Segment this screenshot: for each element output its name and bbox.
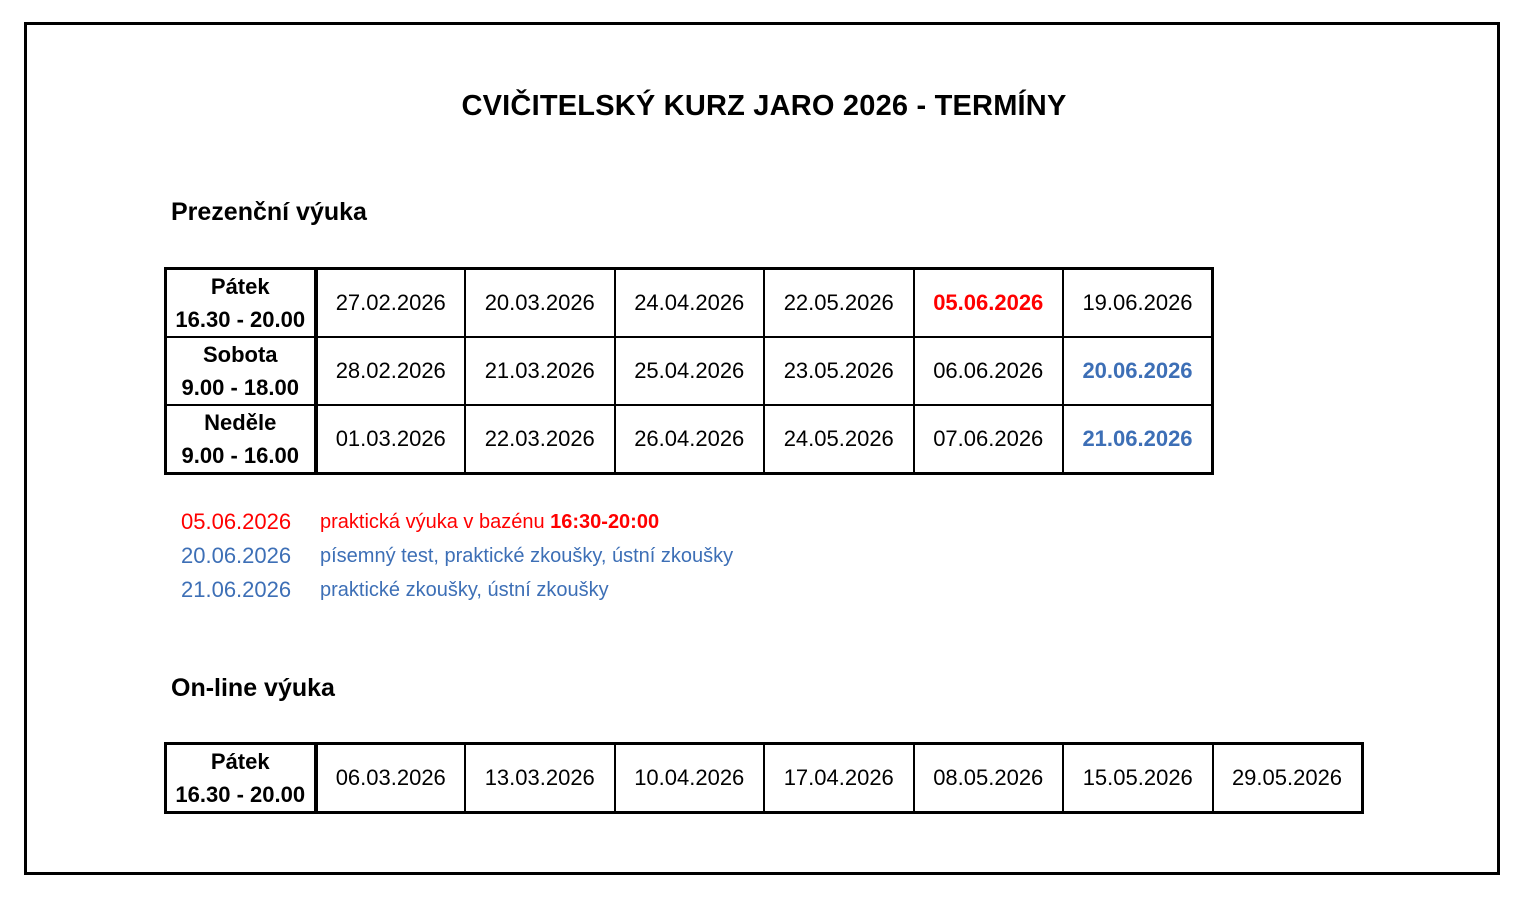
date-cell: 08.05.2026 <box>914 744 1064 813</box>
day-label: Sobota <box>202 342 278 367</box>
schedule-table-presencni <box>164 267 1214 475</box>
legend-time: 16:30-20:00 <box>550 510 660 533</box>
day-cell <box>166 269 316 338</box>
date-cell: 25.04.2026 <box>615 337 765 405</box>
date-cell: 07.06.2026 <box>914 405 1064 474</box>
table-row <box>166 744 1363 813</box>
date-cell: 10.04.2026 <box>615 744 765 813</box>
table-row <box>166 405 1213 474</box>
page-title: CVIČITELSKÝ KURZ JARO 2026 - TERMÍNY <box>461 90 1067 122</box>
date-cell: 17.04.2026 <box>764 744 914 813</box>
legend-text: praktická výuka v bazénu <box>320 510 551 533</box>
day-label: Neděle <box>204 410 277 435</box>
schedule-table-online <box>164 742 1364 814</box>
day-cell <box>166 744 316 813</box>
date-cell: 06.06.2026 <box>914 337 1064 405</box>
legend-date: 05.06.2026 <box>181 509 292 534</box>
date-cell-highlight-blue: 21.06.2026 <box>1063 405 1213 474</box>
date-cell: 24.04.2026 <box>615 269 765 338</box>
section-heading-presencni: Prezenční výuka <box>171 198 367 226</box>
date-cell: 01.03.2026 <box>316 405 466 474</box>
legend-item <box>181 573 733 607</box>
date-cell: 15.05.2026 <box>1063 744 1213 813</box>
date-cell: 24.05.2026 <box>764 405 914 474</box>
day-cell <box>166 337 316 405</box>
legend-item <box>181 505 733 539</box>
date-cell: 29.05.2026 <box>1213 744 1363 813</box>
legend-date: 20.06.2026 <box>181 543 292 568</box>
day-label: Pátek <box>210 274 270 299</box>
date-cell: 22.03.2026 <box>465 405 615 474</box>
table-row <box>166 337 1213 405</box>
legend-date: 21.06.2026 <box>181 577 292 602</box>
time-label: 16.30 - 20.00 <box>175 307 306 332</box>
section-heading-online: On-line výuka <box>171 674 335 702</box>
table-row <box>166 269 1213 338</box>
date-cell: 06.03.2026 <box>316 744 466 813</box>
legend-item <box>181 539 733 573</box>
date-cell: 22.05.2026 <box>764 269 914 338</box>
time-label: 9.00 - 18.00 <box>181 375 299 400</box>
legend-description: písemný test, praktické zkoušky, ústní zkoušky <box>320 544 734 567</box>
date-cell: 21.03.2026 <box>465 337 615 405</box>
time-label: 16.30 - 20.00 <box>175 782 306 807</box>
time-label: 9.00 - 16.00 <box>181 443 299 468</box>
date-cell: 19.06.2026 <box>1063 269 1213 338</box>
date-cell: 23.05.2026 <box>764 337 914 405</box>
date-cell: 13.03.2026 <box>465 744 615 813</box>
date-cell-highlight-blue: 20.06.2026 <box>1063 337 1213 405</box>
legend-description: praktické zkoušky, ústní zkoušky <box>320 578 609 601</box>
legend <box>181 505 733 607</box>
day-cell <box>166 405 316 474</box>
day-label: Pátek <box>210 749 270 774</box>
date-cell: 26.04.2026 <box>615 405 765 474</box>
legend-description <box>320 511 659 534</box>
date-cell: 20.03.2026 <box>465 269 615 338</box>
date-cell: 27.02.2026 <box>316 269 466 338</box>
date-cell-highlight-red: 05.06.2026 <box>914 269 1064 338</box>
date-cell: 28.02.2026 <box>316 337 466 405</box>
